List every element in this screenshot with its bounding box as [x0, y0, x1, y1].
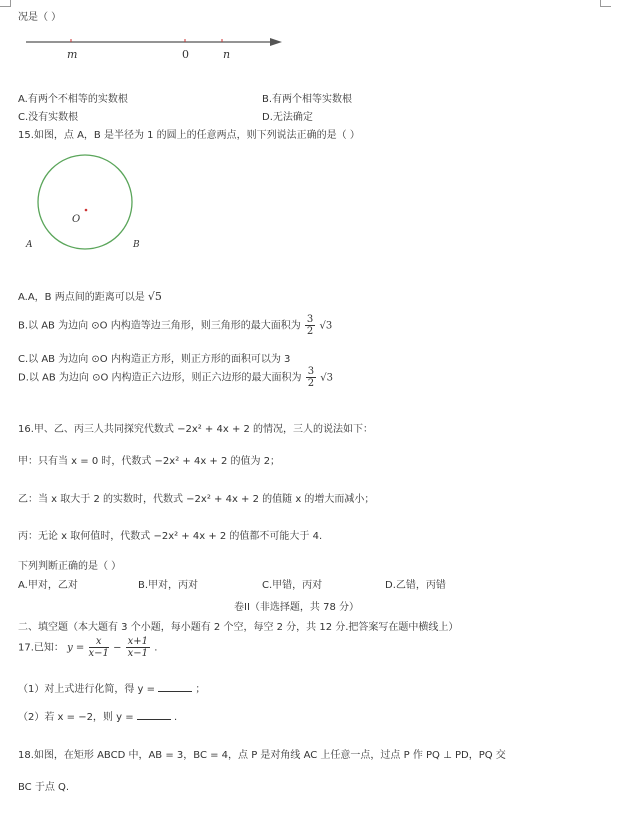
q17-part-1-end: ； [195, 684, 206, 695]
page-corner-left [0, 0, 11, 7]
q16-option-a: A.甲对，乙对 [18, 580, 78, 591]
q17-part-2 [18, 708, 177, 723]
fraction-denominator: 2 [307, 378, 315, 389]
q15-option-d [18, 366, 333, 389]
q17-part-2-text: （2）若 x = −2，则 y = [18, 712, 134, 723]
q16-stem: 16.甲、乙、丙三人共同探究代数式 −2x² + 4x + 2 的情况，三人的说法如下： [18, 424, 374, 435]
q17-part-1-text: （1）对上式进行化简，得 y = [18, 684, 156, 695]
q16-prompt: 下列判断正确的是（ ） [18, 561, 122, 572]
q15-option-a-text: A.A，B 两点间的距离可以是 [18, 292, 145, 303]
label-n: n [223, 48, 231, 61]
fraction-numerator: x [89, 636, 109, 648]
q17-dot: . [154, 642, 158, 654]
q17-minus: − [113, 642, 122, 654]
q15-stem: 15.如图，点 A，B 是半径为 1 的圆上的任意两点，则下列说法正确的是（ ） [18, 130, 360, 141]
q15-option-d-text: D.以 AB 为边向 ⊙O 内构造正六边形，则正六边形的最大面积为 [18, 372, 302, 384]
q15-option-b-text: B.以 AB 为边向 ⊙O 内构造等边三角形，则三角形的最大面积为 [18, 320, 301, 332]
q16-statement-yi: 乙：当 x 取大于 2 的实数时，代数式 −2x² + 4x + 2 的值随 x 的增大而减小； [18, 494, 375, 505]
q17-answer-blank-1[interactable] [158, 682, 192, 692]
center-point [85, 209, 88, 212]
section-2-title: 卷II（非选择题，共 78 分） [234, 602, 359, 613]
fraction-numerator: x+1 [127, 636, 149, 647]
circle-figure [20, 150, 150, 260]
circle [38, 155, 132, 249]
fraction-denominator: x−1 [127, 648, 149, 659]
q15-option-b-root: √3 [319, 320, 333, 332]
q15-option-a [18, 288, 162, 303]
q18-line-1: 18.如图，在矩形 ABCD 中，AB = 3，BC = 4，点 P 是对角线 AC 上任意一点，过点 P 作 PQ ⊥ PD，PQ 交 [18, 750, 506, 761]
q15-option-d-fraction [306, 366, 316, 389]
q15-option-d-root: √3 [320, 372, 334, 384]
fraction-denominator: 2 [306, 326, 314, 337]
q17-part-2-end: . [173, 712, 178, 723]
label-m: m [67, 48, 78, 61]
q16-option-d: D.乙错，丙错 [385, 580, 446, 591]
page-corner-right [600, 0, 611, 7]
q17-fraction-2 [126, 636, 150, 659]
q17-answer-blank-2[interactable] [137, 710, 171, 720]
q17-fraction-1 [89, 636, 109, 659]
q15-option-b-fraction [305, 314, 315, 337]
label-a: A [26, 240, 33, 250]
q18-line-2: BC 于点 Q. [18, 782, 70, 793]
q15-option-b [18, 314, 332, 337]
q14-tail: 况是（ ） [18, 12, 62, 23]
fraction-denominator: x−1 [88, 648, 109, 659]
q17-y-eq: y = [67, 642, 85, 654]
label-o: O [72, 214, 81, 225]
label-b: B [133, 240, 140, 250]
q16-statement-jia: 甲：只有当 x = 0 时，代数式 −2x² + 4x + 2 的值为 2； [18, 456, 281, 467]
number-line [20, 30, 290, 64]
q17-intro: 17.已知： [18, 642, 64, 654]
q15-option-c: C.以 AB 为边向 ⊙O 内构造正方形，则正方形的面积可以为 3 [18, 354, 291, 365]
q16-statement-bing: 丙：无论 x 取何值时，代数式 −2x² + 4x + 2 的值都不可能大于 4. [18, 531, 323, 542]
label-zero: 0 [182, 48, 189, 61]
q17-part-1 [18, 680, 205, 695]
q15-option-a-value: √5 [147, 290, 162, 303]
q14-option-c: C.没有实数根 [18, 112, 79, 123]
fraction-numerator: 3 [307, 366, 315, 377]
q16-option-b: B.甲对，丙对 [138, 580, 199, 591]
q17-expression [18, 636, 157, 659]
section-2-instruction: 二、填空题（本大题有 3 个小题，每小题有 2 个空，每空 2 分，共 12 分.把答案写在题中横线上） [18, 622, 459, 633]
fraction-numerator: 3 [306, 314, 314, 325]
arrow-right-icon [270, 38, 282, 46]
q16-option-c: C.甲错，丙对 [262, 580, 323, 591]
q14-option-d: D.无法确定 [262, 112, 313, 123]
q14-option-b: B.有两个相等实数根 [262, 94, 353, 105]
q14-option-a: A.有两个不相等的实数根 [18, 94, 128, 105]
